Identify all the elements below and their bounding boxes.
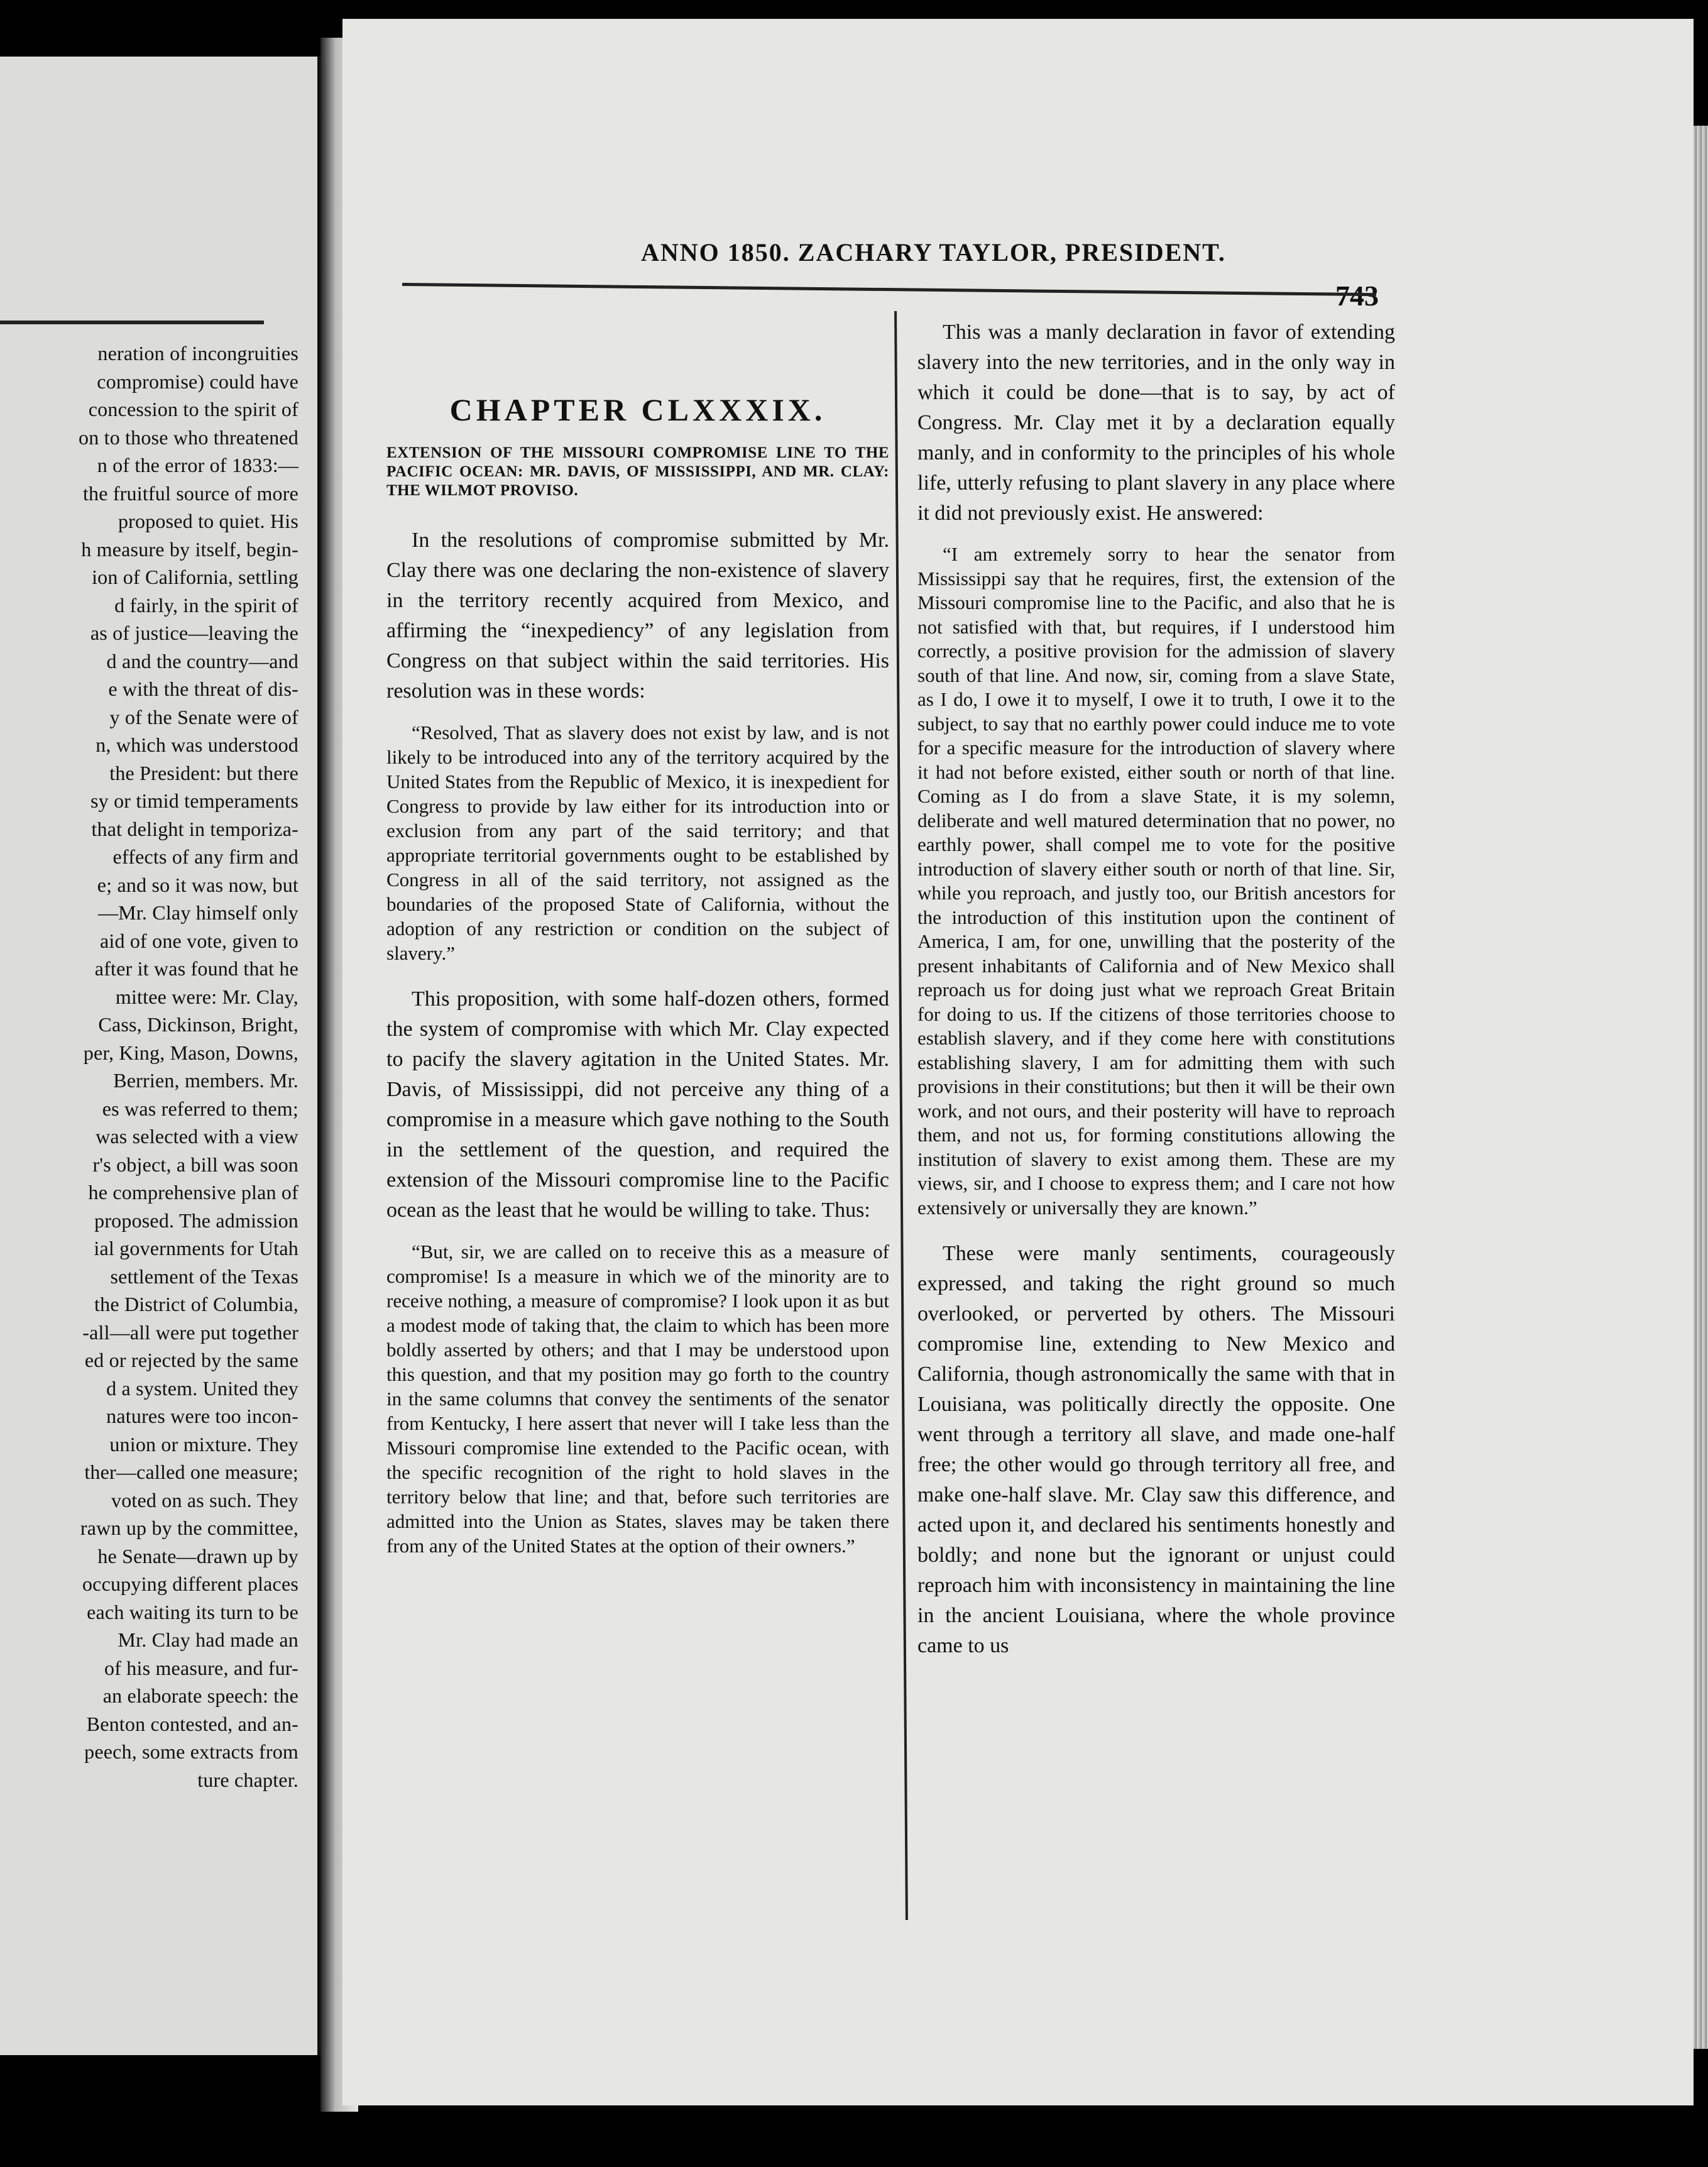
paragraph: This proposition, with some half-dozen others, formed the system of compromise with which Mr. Clay expected to pacify the slavery agitation in the United States. Mr. Davis, of Mississippi, did not perceive any thing of a compromise in a measure which gave nothing to the South in the settlement of the question, and required the extension of the Missouri compromise line to the Pacific ocean as the least that he would be willing to take. Thus: xyxy=(386,987,889,1222)
left-page-line: settlement of the Texas xyxy=(110,1265,298,1288)
left-page-line: per, King, Mason, Downs, xyxy=(83,1041,298,1064)
left-page-line: proposed. The admission xyxy=(94,1209,298,1232)
left-page-line: each waiting its turn to be xyxy=(87,1600,298,1623)
quotation: “But, sir, we are called on to receive this as a measure of compromise! Is a measure in which we of the minority are to receive nothing, a measure of compromise? I look upon it as but a modest mode of taking that, the claim to which has been more boldly asserted by others; and that I may be understood upon this question, and that my position may go forth to the country in the same columns that convey the sentiments of the senator from Kentucky, I here assert that never will I take less than the Missouri compromise line extended to the Pacific ocean, with the specific recognition of the right to hold slaves in the territory below that line; and that, before such territories are admitted into the Union as States, slaves may be taken there from any of the United States at the option of their owners.” xyxy=(386,1241,889,1557)
left-page-line: aid of one vote, given to xyxy=(99,929,298,952)
left-page-line: on to those who threatened xyxy=(79,425,298,449)
left-page-line: ion of California, settling xyxy=(92,566,298,588)
left-page-line: d and the country—and xyxy=(106,649,298,672)
left-page-line: natures were too incon- xyxy=(106,1405,298,1427)
left-page-line: -all—all were put together xyxy=(82,1320,298,1344)
column-left xyxy=(386,377,889,1577)
left-page-line: Mr. Clay had made an xyxy=(118,1628,298,1651)
left-page-line: ial governments for Utah xyxy=(94,1237,298,1259)
left-page-rule xyxy=(0,321,264,324)
paragraph: This was a manly declaration in favor of extending slavery into the new territories, and in the only way in which it could be done—that is to say, by act of Congress. Mr. Clay met it by a declaration equally manly, and in conformity to the principles of his whole life, utterly refusing to plant slavery in any place where it did not previously exist. He answered: xyxy=(917,321,1395,525)
left-page-line: —Mr. Clay himself only xyxy=(97,901,298,924)
column-right xyxy=(917,317,1395,1675)
left-page-line: Cass, Dickinson, Bright, xyxy=(98,1013,298,1036)
chapter-subtitle: EXTENSION OF THE MISSOURI COMPROMISE LINE TO THE PACIFIC OCEAN: MR. DAVIS, OF MISSISSIPPI, AND MR. CLAY: THE WILMOT PROVISO. xyxy=(386,444,889,499)
left-page-line: effects of any firm and xyxy=(112,845,298,868)
left-page-line: union or mixture. They xyxy=(109,1432,298,1456)
left-page-line: es was referred to them; xyxy=(102,1097,298,1120)
left-page-line: was selected with a view xyxy=(96,1125,298,1148)
left-page-line: y of the Senate were of xyxy=(109,705,298,728)
left-page-line: Benton contested, and an- xyxy=(86,1712,298,1735)
left-page xyxy=(0,57,324,2055)
left-page-line: an elaborate speech: the xyxy=(102,1684,298,1707)
running-head: ANNO 1850. ZACHARY TAYLOR, PRESIDENT. xyxy=(641,238,1226,266)
left-page-line: proposed to quiet. His xyxy=(118,510,298,532)
left-page-line: the President: but there xyxy=(109,761,298,784)
left-page-line: compromise) could have xyxy=(97,370,298,393)
page-edges xyxy=(1694,126,1708,2049)
left-page-line: Berrien, members. Mr. xyxy=(113,1069,298,1092)
left-page-line: the fruitful source of more xyxy=(82,481,298,505)
left-page-line: e with the threat of dis- xyxy=(108,678,298,700)
left-page-line: ther—called one measure; xyxy=(84,1461,298,1483)
left-page-line: rawn up by the committee, xyxy=(80,1517,298,1539)
left-page-line: r's object, a bill was soon xyxy=(92,1153,298,1176)
left-page-line: ed or rejected by the same xyxy=(84,1349,298,1371)
quotation: “I am extremely sorry to hear the senator from Mississippi say that he requires, first, the extension of the Missouri compromise line to the Pacific, and also that he is not satisfied with that, but requires, if I understood him correctly, a positive provision for the admission of slavery south of that line. And now, sir, coming from a slave State, as I do, I owe it to myself, I owe it to truth, I owe it to the subject, to say that no earthly power could induce me to vote for a specific measure for the introduction of slavery where it had not before existed, either south or north of that line. Coming as I do from a slave State, it is my solemn, deliberate and well matured determination that no power, no earthly power, shall compel me to vote for the positive introduction of slavery either south or north of that line. Sir, while you reproach, and justly too, our British ancestors for the introduction of this institution upon the continent of America, I am, for one, unwilling that the posterity of the present inhabitants of California and of New Mexico shall reproach us for doing just what we reproach Great Britain for doing to us. If the citizens of those territories choose to establish slavery, and if they come here with constitutions establishing slavery, I am for admitting them with such provisions in their constitutions; but then it will be their own work, and not ours, and their posterity will have to reproach them, and not us, for forming constitutions allowing the institution of slavery to exist among them. These are my views, sir, and I choose to express them; and I care not how extensively or universally they are known.” xyxy=(917,543,1395,1219)
left-page-line: he comprehensive plan of xyxy=(88,1181,298,1204)
left-page-line: after it was found that he xyxy=(94,957,298,980)
left-page-line: that delight in temporiza- xyxy=(91,817,298,840)
left-page-line: neration of incongruities xyxy=(97,342,298,365)
left-page-line: as of justice—leaving the xyxy=(90,622,298,644)
left-page-line: peech, some extracts from xyxy=(84,1740,298,1763)
left-page-column xyxy=(0,339,298,1794)
left-page-line: d a system. United they xyxy=(106,1376,298,1400)
left-page-line: n of the error of 1833:— xyxy=(97,454,298,476)
paragraph: These were manly sentiments, courageously expressed, and taking the right ground so much overlooked, or perverted by others. The Missouri compromise line, extending to New Mexico and California, though astronomically the same with that in Louisiana, was politically directly the opposite. One went through a territory all slave, and made one-half free; the other would go through territory all free, and make one-half slave. Mr. Clay saw this difference, and acted upon it, and declared his sentiments honestly and boldly; and none but the ignorant or unjust could reproach him with inconsistency in maintaining the line in the ancient Louisiana, where the whole province came to us xyxy=(917,1242,1395,1657)
left-page-line: ture chapter. xyxy=(197,1768,298,1791)
left-page-line: concession to the spirit of xyxy=(88,398,298,420)
chapter-title: CHAPTER CLXXXIX. xyxy=(449,392,826,427)
left-page-line: of his measure, and fur- xyxy=(104,1656,298,1679)
quotation: “Resolved, That as slavery does not exist by law, and is not likely to be introduced into any of the territory acquired by the United States from the Republic of Mexico, it is inexpedient for Congress to provide by law either for its introduction into or exclusion from any part of the said territory; and that appropriate territorial governments ought to be established by Congress in all of the said territory, not assigned as the boundaries of the proposed State of California, without the adoption of any restriction or condition on the subject of slavery.” xyxy=(386,721,889,964)
left-page-line: e; and so it was now, but xyxy=(97,873,298,896)
page-number: 743 xyxy=(1335,280,1379,312)
left-page-line: d fairly, in the spirit of xyxy=(114,593,298,617)
left-page-line: the District of Columbia, xyxy=(94,1293,298,1315)
left-page-line: voted on as such. They xyxy=(111,1488,298,1511)
left-page-line: mittee were: Mr. Clay, xyxy=(115,985,298,1008)
left-page-line: sy or timid temperaments xyxy=(90,789,298,812)
paragraph: In the resolutions of compromise submitted by Mr. Clay there was one declaring the non-existence of slavery in the territory recently acquired from Mexico, and affirming the “inexpediency” of any legislation from Congress on that subject within the said territories. His resolution was in these words: xyxy=(386,529,889,703)
left-page-line: he Senate—drawn up by xyxy=(97,1544,298,1567)
left-page-line: occupying different places xyxy=(82,1572,298,1595)
left-page-line: h measure by itself, begin- xyxy=(81,537,298,561)
left-page-line: n, which was understood xyxy=(96,733,298,756)
